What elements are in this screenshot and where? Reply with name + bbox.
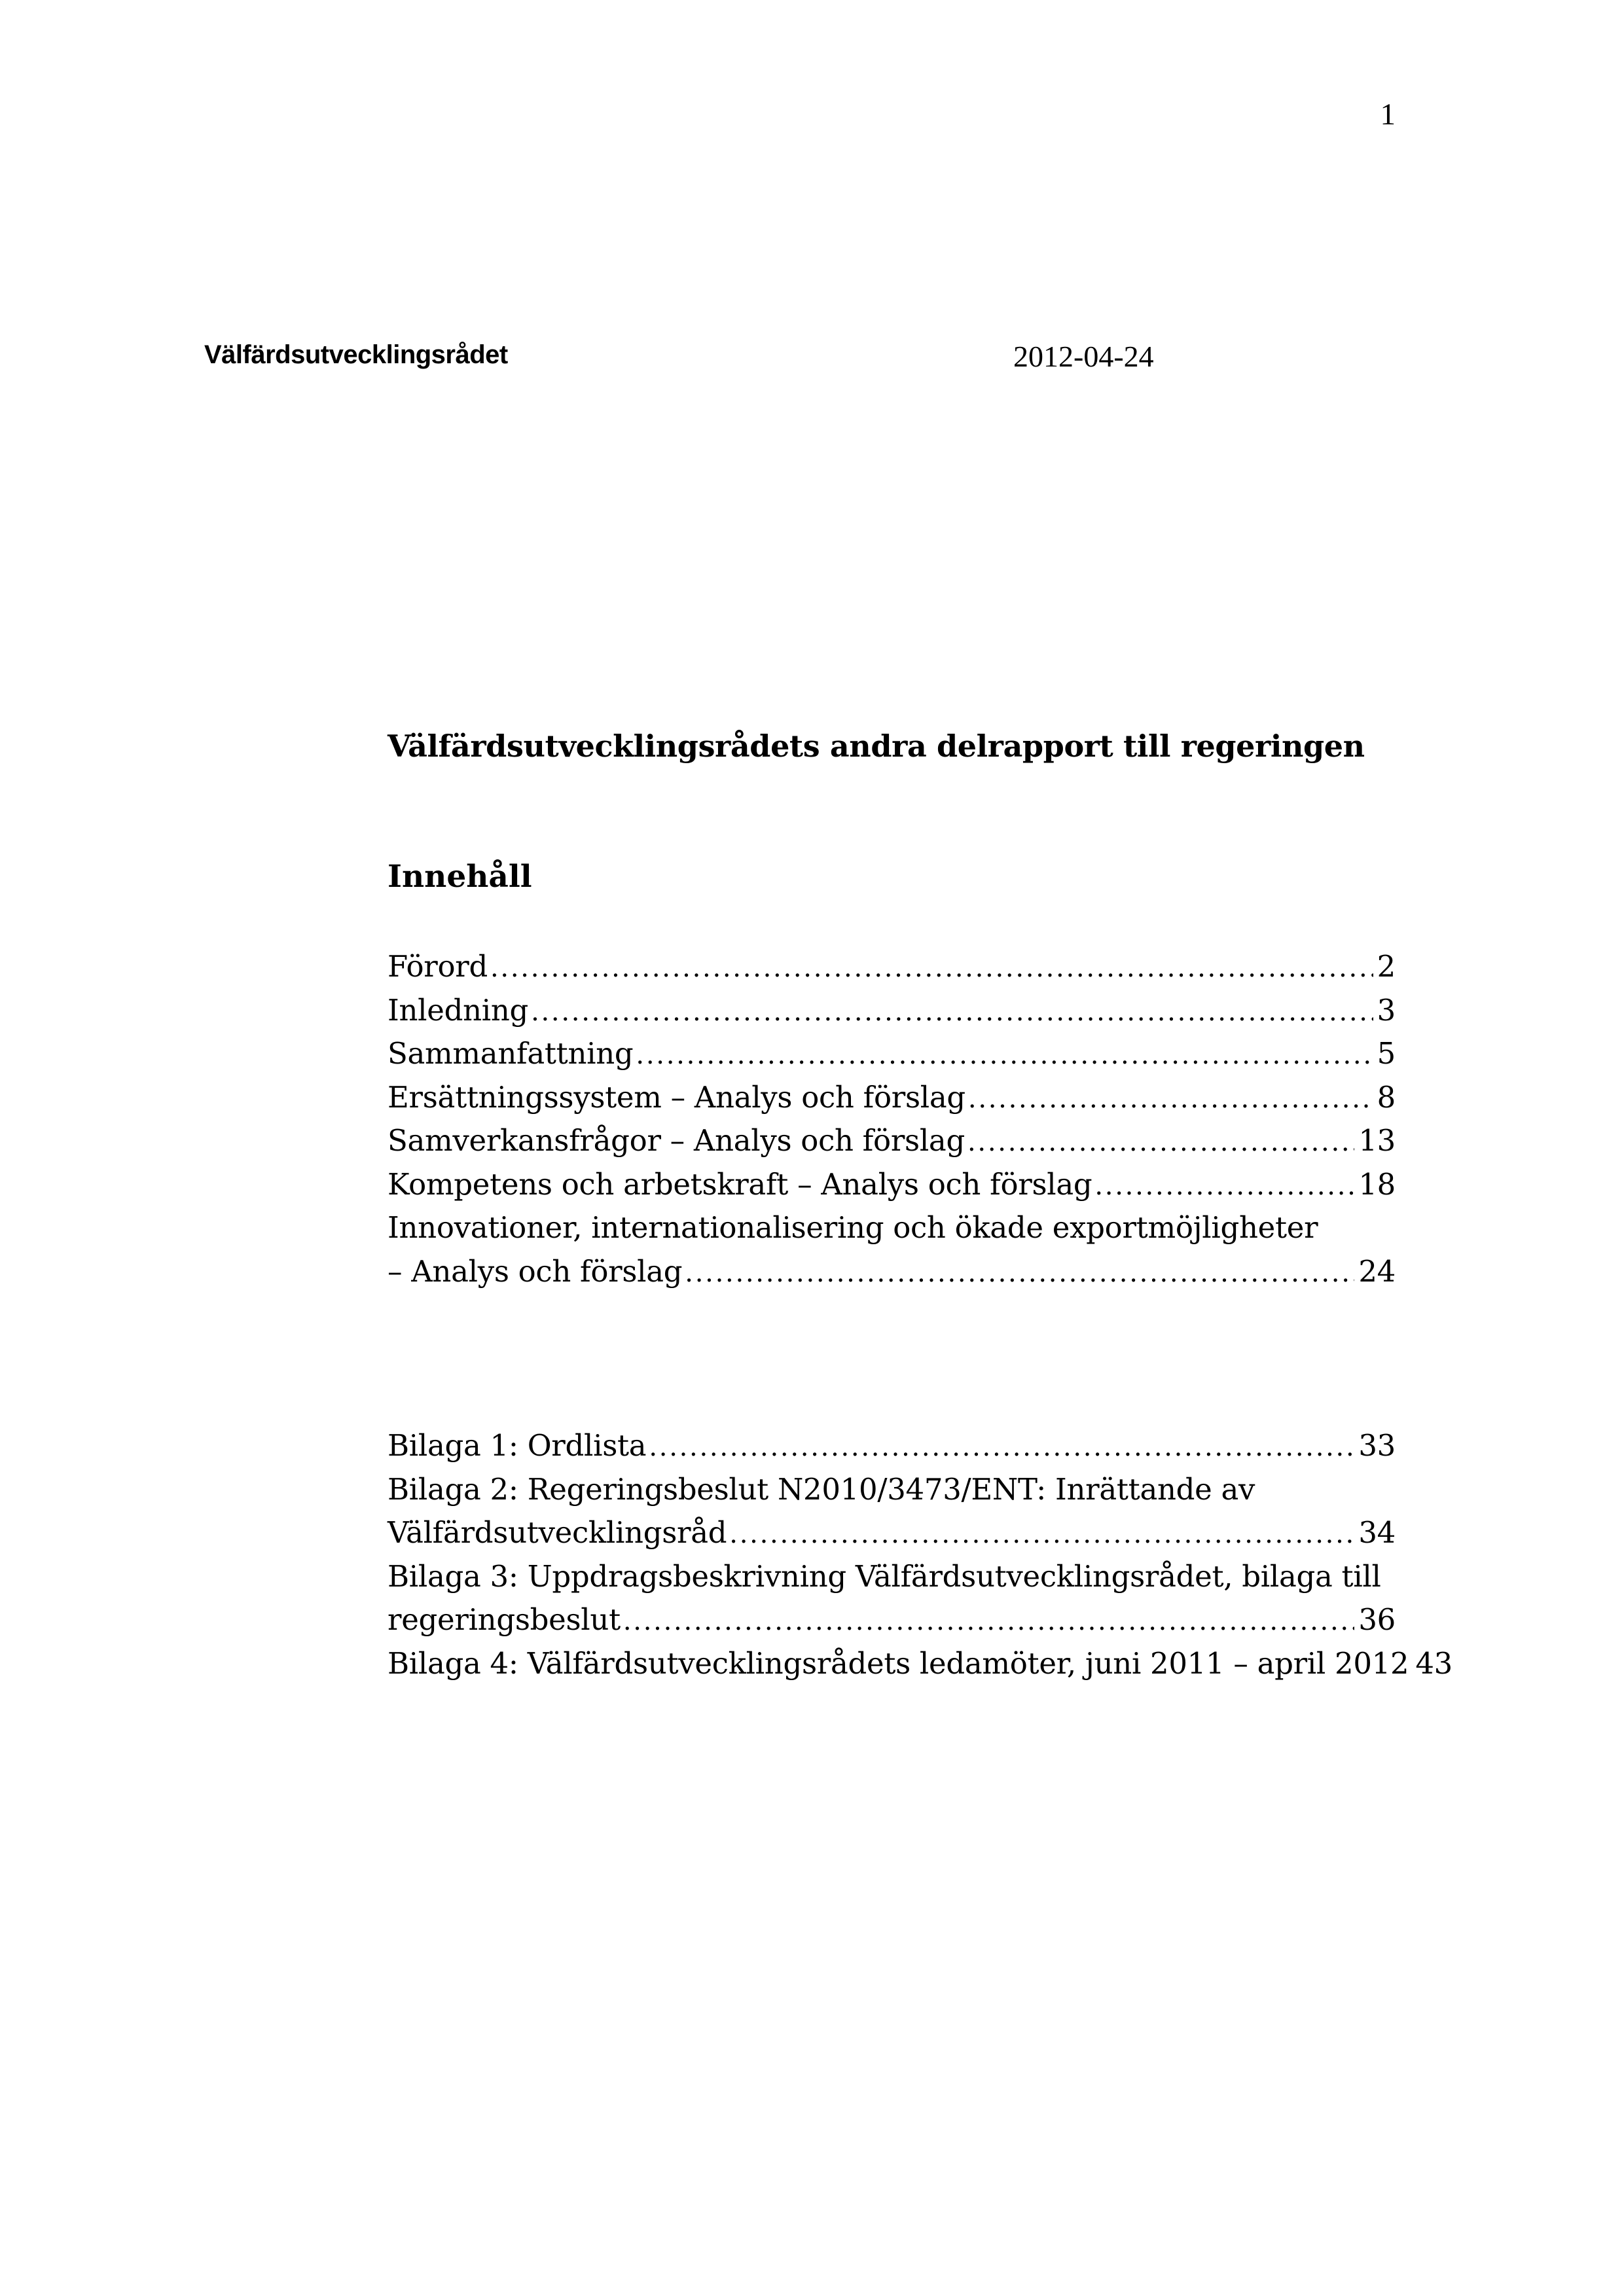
toc-entry-label: – Analys och förslag	[388, 1253, 683, 1289]
toc-entry-page: 43	[1415, 1645, 1453, 1681]
toc-entry-label: Kompetens och arbetskraft – Analys och förslag	[388, 1166, 1092, 1202]
toc-entry-page: 8	[1377, 1079, 1396, 1115]
toc-entry-page: 5	[1377, 1036, 1396, 1071]
appendix-list	[388, 1424, 1453, 1685]
toc-entry-label: Samverkansfrågor – Analys och förslag	[388, 1123, 965, 1158]
toc-entry-page: 33	[1358, 1428, 1396, 1463]
toc-entry-label: Ersättningssystem – Analys och förslag	[388, 1079, 965, 1115]
dot-leader	[685, 1250, 1354, 1295]
toc-entry-label: Inledning	[388, 992, 529, 1028]
organization-name: Välfärdsutvecklingsrådet	[204, 340, 508, 369]
toc-entry[interactable]	[388, 1468, 1396, 1555]
toc-entry[interactable]	[388, 1555, 1396, 1642]
toc-entry-label: regeringsbeslut	[388, 1602, 621, 1637]
document-date: 2012-04-24	[1013, 340, 1154, 373]
toc-entry-label: Bilaga 1: Ordlista	[388, 1428, 647, 1463]
toc-entry-label-line1: Innovationer, internationalisering och ökade exportmöjligheter	[388, 1210, 1318, 1245]
dot-leader	[729, 1511, 1354, 1556]
toc-entry[interactable]	[388, 1642, 1453, 1686]
toc-entry-page: 18	[1358, 1166, 1396, 1202]
dot-leader	[967, 1119, 1354, 1164]
dot-leader	[649, 1424, 1354, 1469]
toc-entry-label: Sammanfattning	[388, 1036, 634, 1071]
toc-entry-label: Förord	[388, 949, 488, 984]
table-of-contents	[388, 945, 1396, 1293]
toc-entry-page: 24	[1358, 1253, 1396, 1289]
toc-entry-label: Välfärdsutvecklingsråd	[388, 1515, 727, 1550]
toc-entry[interactable]	[388, 945, 1396, 989]
toc-entry[interactable]	[388, 989, 1396, 1033]
toc-entry-label-line1: Bilaga 2: Regeringsbeslut N2010/3473/ENT: Inrättande av	[388, 1471, 1255, 1507]
dot-leader	[968, 1076, 1373, 1121]
toc-entry[interactable]	[388, 1424, 1396, 1468]
page-number: 1	[1380, 98, 1396, 132]
toc-entry-page: 34	[1358, 1515, 1396, 1550]
toc-entry[interactable]	[388, 1206, 1396, 1293]
dot-leader	[636, 1032, 1373, 1077]
dot-leader	[490, 945, 1373, 990]
toc-entry-label-line1: Bilaga 3: Uppdragsbeskrivning Välfärdsutvecklingsrådet, bilaga till	[388, 1558, 1381, 1594]
dot-leader	[531, 989, 1373, 1034]
toc-entry[interactable]	[388, 1119, 1396, 1163]
toc-heading: Innehåll	[388, 859, 532, 895]
toc-entry-page: 36	[1358, 1602, 1396, 1637]
toc-entry-label: Bilaga 4: Välfärdsutvecklingsrådets ledamöter, juni 2011 – april 2012	[388, 1645, 1409, 1681]
toc-entry-page: 2	[1377, 949, 1396, 984]
toc-entry[interactable]	[388, 1163, 1396, 1207]
dot-leader	[1094, 1163, 1354, 1208]
toc-entry[interactable]	[388, 1032, 1396, 1076]
toc-entry-page: 13	[1358, 1123, 1396, 1158]
toc-entry-page: 3	[1377, 992, 1396, 1028]
dot-leader	[623, 1598, 1354, 1643]
toc-entry[interactable]	[388, 1076, 1396, 1120]
document-title: Välfärdsutvecklingsrådets andra delrapport till regeringen	[388, 728, 1365, 764]
